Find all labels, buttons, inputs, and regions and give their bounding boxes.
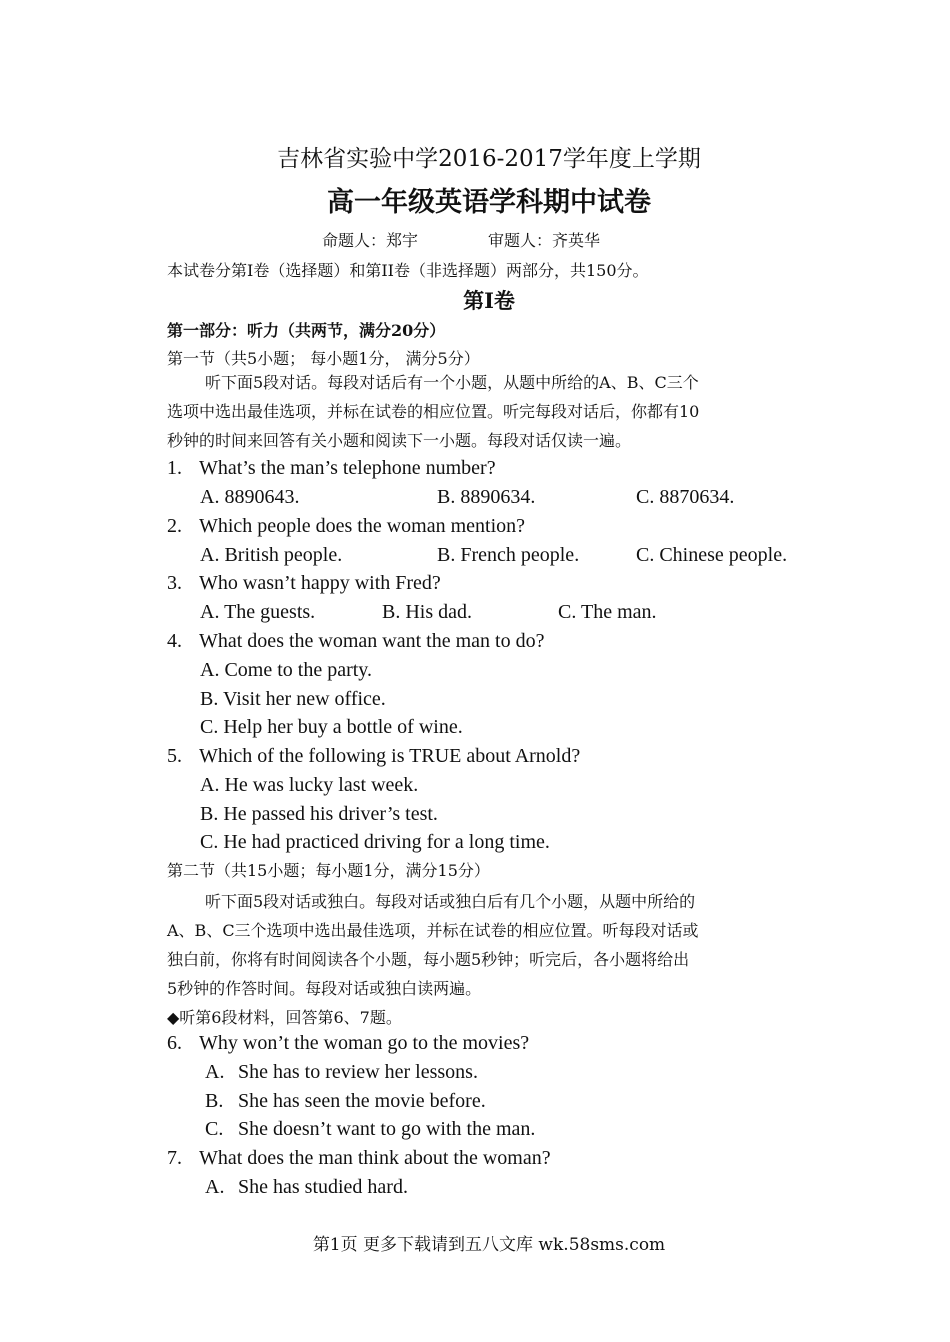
part1-title: 第一部分：听力（共两节，满分20分）	[167, 321, 446, 340]
question-6	[167, 1032, 529, 1055]
question-text: Which people does the woman mention?	[199, 515, 526, 537]
question-text: What does the woman want the man to do?	[199, 630, 545, 652]
option-b: B. He passed his driver’s test.	[200, 803, 438, 825]
section2-title: 第二节（共15小题；每小题1分，满分15分）	[167, 861, 490, 880]
option-b: B. French people.	[437, 544, 580, 566]
option-text: She has seen the movie before.	[238, 1090, 486, 1112]
option-a	[205, 1061, 478, 1084]
option-a: A. He was lucky last week.	[200, 774, 419, 796]
option-a: A. The guests.	[200, 601, 316, 623]
setter: 命题人：郑宇	[322, 231, 419, 250]
option-a: A. 8890643.	[200, 486, 300, 508]
option-text: She doesn’t want to go with the man.	[238, 1118, 536, 1140]
section1-instruction-line: 听下面5段对话。每段对话后有一个小题，从题中所给的A、B、C三个	[205, 373, 699, 392]
option-letter: A.	[205, 1061, 225, 1083]
section2-instruction-line: A、B、C三个选项中选出最佳选项，并标在试卷的相应位置。听每段对话或	[167, 921, 699, 940]
section1-title: 第一节（共5小题； 每小题1分， 满分5分）	[167, 349, 480, 368]
section1-instruction-line: 选项中选出最佳选项，并标在试卷的相应位置。听完每段对话后，你都有10	[167, 402, 700, 421]
option-a: A. British people.	[200, 544, 343, 566]
material-6-heading: ◆听第6段材料，回答第6、7题。	[167, 1008, 402, 1027]
question-number: 1.	[167, 457, 182, 479]
volume-title: 第Ⅰ卷	[463, 288, 515, 313]
option-letter: A.	[205, 1176, 225, 1198]
option-a: A. Come to the party.	[200, 659, 373, 681]
question-1	[167, 457, 496, 480]
question-3	[167, 572, 441, 595]
section2-instruction-line: 听下面5段对话或独白。每段对话或独白后有几个小题，从题中所给的	[205, 892, 696, 911]
question-number: 3.	[167, 572, 182, 594]
authors-line	[322, 228, 600, 251]
option-c: C. 8870634.	[636, 486, 735, 508]
option-b: B. Visit her new office.	[200, 688, 386, 710]
question-text: Which of the following is TRUE about Arnold?	[199, 745, 581, 767]
question-text: What does the man think about the woman?	[199, 1147, 551, 1169]
section1-instruction-line: 秒钟的时间来回答有关小题和阅读下一小题。每段对话仅读一遍。	[167, 431, 632, 450]
exam-title: 高一年级英语学科期中试卷	[327, 187, 651, 218]
question-4	[167, 630, 544, 653]
option-c	[205, 1118, 535, 1141]
question-number: 7.	[167, 1147, 182, 1169]
question-number: 2.	[167, 515, 182, 537]
option-letter: C.	[205, 1118, 224, 1140]
question-text: Who wasn’t happy with Fred?	[199, 572, 441, 594]
reviewer: 审题人：齐英华	[488, 231, 601, 250]
question-number: 4.	[167, 630, 182, 652]
question-number: 6.	[167, 1032, 182, 1054]
option-c: C. He had practiced driving for a long time.	[200, 831, 550, 853]
option-b: B. 8890634.	[437, 486, 536, 508]
section2-instruction-line: 5秒钟的作答时间。每段对话或独白读两遍。	[167, 979, 482, 998]
option-c: C. The man.	[558, 601, 657, 623]
option-letter: B.	[205, 1090, 224, 1112]
option-b	[205, 1090, 486, 1113]
question-7	[167, 1147, 551, 1170]
option-b: B. His dad.	[382, 601, 472, 623]
question-2	[167, 515, 525, 538]
question-number: 5.	[167, 745, 182, 767]
question-5	[167, 745, 580, 768]
option-a	[205, 1176, 408, 1199]
question-text: What’s the man’s telephone number?	[199, 457, 496, 479]
section2-instruction-line: 独白前，你将有时间阅读各个小题，每小题5秒钟；听完后，各小题将给出	[167, 950, 690, 969]
question-text: Why won’t the woman go to the movies?	[199, 1032, 530, 1054]
exam-intro: 本试卷分第Ⅰ卷（选择题）和第II卷（非选择题）两部分，共150分。	[167, 261, 649, 280]
option-c: C. Help her buy a bottle of wine.	[200, 716, 463, 738]
option-c: C. Chinese people.	[636, 544, 788, 566]
school-line: 吉林省实验中学2016-2017学年度上学期	[277, 146, 701, 172]
page-footer: 第1页 更多下载请到五八文库 wk.58sms.com	[312, 1235, 666, 1255]
option-text: She has studied hard.	[238, 1176, 408, 1198]
option-text: She has to review her lessons.	[238, 1061, 478, 1083]
